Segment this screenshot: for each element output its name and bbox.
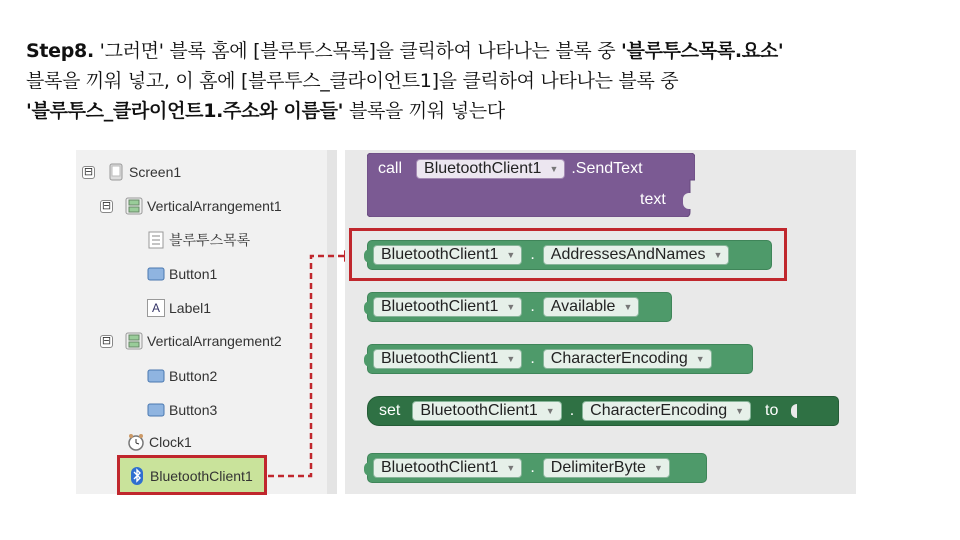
tree-item-clock1[interactable] <box>127 430 192 454</box>
tree-label-clock1: Clock1 <box>149 434 192 450</box>
bluetooth-icon <box>128 467 146 485</box>
instruction-text <box>26 36 946 126</box>
tree-label-button1: Button1 <box>169 266 218 282</box>
instruction-highlight-2: '블루투스_클라이언트1.주소와 이름들' <box>26 100 344 122</box>
component-name: BluetoothClient1 <box>420 402 538 419</box>
component-dropdown[interactable] <box>412 401 561 421</box>
tree-label-button3: Button3 <box>169 402 218 418</box>
dot-separator: . <box>569 402 575 419</box>
tree-label-bluetoothclient1: BluetoothClient1 <box>150 468 253 484</box>
component-dropdown[interactable] <box>373 458 522 478</box>
tree-item-button2[interactable] <box>147 364 217 388</box>
dot-separator: . <box>530 246 535 263</box>
dropdown-arrow-icon[interactable]: ▼ <box>735 406 745 416</box>
delimiterbyte-getter-block[interactable] <box>367 453 707 483</box>
property-name: Available <box>550 298 616 315</box>
component-dropdown[interactable] <box>373 245 522 265</box>
collapse-toggle-icon[interactable]: ⊟ <box>83 165 94 178</box>
component-name: BluetoothClient1 <box>381 459 499 476</box>
component-name: BluetoothClient1 <box>381 350 499 367</box>
property-dropdown[interactable] <box>543 458 670 478</box>
output-plug <box>364 462 370 476</box>
dropdown-arrow-icon[interactable]: ▼ <box>506 463 516 473</box>
tree-item-verticalarrangement2[interactable] <box>100 329 282 353</box>
dropdown-arrow-icon[interactable]: ▼ <box>653 463 663 473</box>
instruction-text-3: 블록을 끼워 넣는다 <box>343 100 505 122</box>
property-name: CharacterEncoding <box>590 402 728 419</box>
dot-separator: . <box>530 350 535 367</box>
dropdown-arrow-icon[interactable]: ▼ <box>506 302 516 312</box>
dropdown-arrow-icon[interactable]: ▼ <box>506 354 516 364</box>
tree-label-label1: Label1 <box>169 300 212 316</box>
instruction-text-1: '그러면' 블록 홈에 [블루투스목록]을 클릭하여 나타나는 블록 중 <box>93 40 621 62</box>
to-keyword: to <box>765 402 779 419</box>
property-name: CharacterEncoding <box>550 350 688 367</box>
addressesandnames-getter-block[interactable] <box>367 240 772 270</box>
label-icon: A <box>147 299 165 317</box>
tree-label-listpicker: 블루투스목록 <box>169 232 251 248</box>
instruction-line-1 <box>26 36 946 66</box>
method-name: .SendText <box>571 160 643 177</box>
component-name: BluetoothClient1 <box>381 246 499 263</box>
characterencoding-getter-block[interactable] <box>367 344 753 374</box>
button-icon <box>147 367 165 385</box>
dropdown-arrow-icon[interactable]: ▼ <box>713 250 723 260</box>
property-name: AddressesAndNames <box>550 246 706 263</box>
tree-item-bluetoothclient1[interactable] <box>128 464 253 488</box>
property-dropdown[interactable] <box>582 401 751 421</box>
property-dropdown[interactable] <box>543 297 640 317</box>
instruction-line-2: 블록을 끼워 넣고, 이 홈에 [블루투스_클라이언트1]을 클릭하여 나타나는 블록 중 <box>26 70 679 92</box>
dashed-connector-arrow <box>264 245 354 485</box>
instruction-highlight-1: '블루투스목록.요소' <box>621 40 784 62</box>
component-name: BluetoothClient1 <box>381 298 499 315</box>
button-icon <box>147 265 165 283</box>
output-plug <box>364 353 370 367</box>
dot-separator: . <box>530 298 535 315</box>
call-keyword: call <box>378 160 403 177</box>
tree-label-va1: VerticalArrangement1 <box>147 198 282 214</box>
clock-icon <box>127 433 145 451</box>
vertical-arrangement-icon <box>125 332 143 350</box>
text-socket[interactable] <box>683 193 691 209</box>
tree-item-button1[interactable] <box>147 262 217 286</box>
tree-item-label1[interactable] <box>147 296 211 320</box>
tree-label-screen1: Screen1 <box>129 164 182 180</box>
dropdown-arrow-icon[interactable]: ▼ <box>695 354 705 364</box>
dropdown-arrow-icon[interactable]: ▼ <box>623 302 633 312</box>
property-dropdown[interactable] <box>543 349 712 369</box>
component-name: BluetoothClient1 <box>424 160 542 177</box>
output-plug <box>364 301 370 315</box>
dropdown-arrow-icon[interactable]: ▼ <box>545 406 555 416</box>
vertical-arrangement-icon <box>125 197 143 215</box>
property-dropdown[interactable] <box>543 245 730 265</box>
set-characterencoding-block[interactable] <box>367 396 839 426</box>
component-dropdown[interactable] <box>373 297 522 317</box>
text-arg-label: text <box>640 191 666 208</box>
screen-icon <box>107 163 125 181</box>
component-dropdown[interactable] <box>373 349 522 369</box>
tree-item-verticalarrangement1[interactable] <box>100 194 282 218</box>
component-dropdown[interactable] <box>416 159 565 179</box>
tree-item-button3[interactable] <box>147 398 217 422</box>
button-icon <box>147 401 165 419</box>
dropdown-arrow-icon[interactable]: ▼ <box>549 164 559 174</box>
available-getter-block[interactable] <box>367 292 672 322</box>
property-name: DelimiterByte <box>550 459 646 476</box>
output-plug <box>364 249 370 263</box>
tree-label-va2: VerticalArrangement2 <box>147 333 282 349</box>
tree-item-listpicker[interactable] <box>147 228 250 252</box>
collapse-toggle-icon[interactable]: ⊟ <box>101 334 112 347</box>
tree-label-button2: Button2 <box>169 368 218 384</box>
set-keyword: set <box>379 402 401 419</box>
value-socket[interactable] <box>791 404 797 418</box>
instruction-line-3 <box>26 96 946 126</box>
call-sendtext-block[interactable] <box>367 153 695 217</box>
dropdown-arrow-icon[interactable]: ▼ <box>506 250 516 260</box>
dot-separator: . <box>530 459 535 476</box>
listpicker-icon <box>147 231 165 249</box>
step-label: Step8. <box>26 40 94 62</box>
collapse-toggle-icon[interactable]: ⊟ <box>101 199 112 212</box>
tree-item-screen1[interactable] <box>82 160 181 184</box>
